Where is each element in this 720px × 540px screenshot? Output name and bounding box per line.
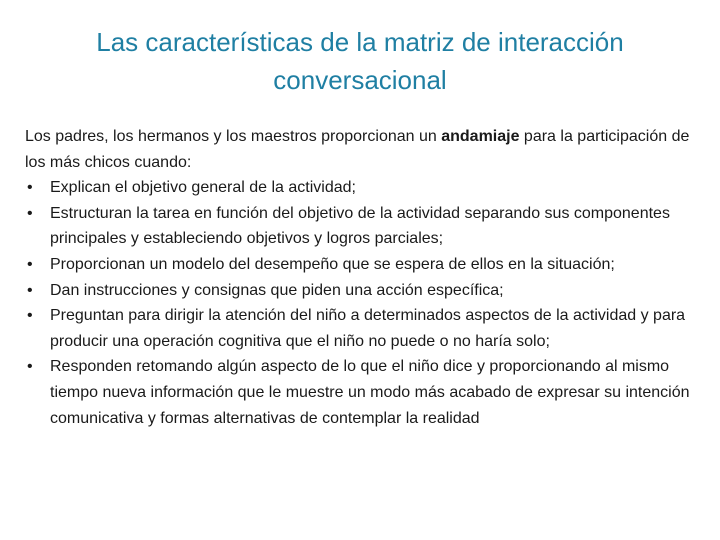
bullet-marker: • <box>27 307 33 325</box>
bullet-marker: • <box>27 204 33 222</box>
bullet-item <box>25 278 709 304</box>
bullet-marker: • <box>27 281 33 299</box>
bullet-item <box>25 201 709 252</box>
bullet-item <box>25 303 709 354</box>
intro-text-start: Los padres, los hermanos y los maestros proporcionan un <box>25 128 442 145</box>
bullet-text: Preguntan para dirigir la atención del niño a determinados aspectos de la actividad y para producir una operación cognitiva que el niño no puede o no haría solo; <box>50 307 686 350</box>
slide-title: Las características de la matriz de interacción conversacional <box>96 27 624 96</box>
bullet-text: Responden retomando algún aspecto de lo que el niño dice y proporcionando al mismo tiempo nueva información que le muestre un modo más acabado de expresar su intención comunicativa y formas alternativas de contemplar la realidad <box>50 358 690 427</box>
slide-body <box>25 124 709 431</box>
bullet-text: Proporcionan un modelo del desempeño que se espera de ellos en la situación; <box>50 255 615 273</box>
intro-paragraph <box>25 124 709 175</box>
bullet-text: Explican el objetivo general de la actividad; <box>50 179 356 197</box>
bullet-marker: • <box>27 358 33 376</box>
bullet-text: Estructuran la tarea en función del objetivo de la actividad separando sus componentes principales y estableciendo objetivos y logros parciales; <box>50 204 670 248</box>
bullet-text: Dan instrucciones y consignas que piden una acción específica; <box>50 281 504 299</box>
bullet-item <box>25 252 709 278</box>
bullet-item <box>25 175 709 201</box>
bullet-item <box>25 354 709 431</box>
bullet-marker: • <box>27 179 33 197</box>
bullet-list <box>25 175 709 431</box>
bullet-marker: • <box>27 255 33 273</box>
intro-bold-term: andamiaje <box>441 128 520 145</box>
intro-text-end: para la participación de los más chicos cuando: <box>25 128 690 171</box>
